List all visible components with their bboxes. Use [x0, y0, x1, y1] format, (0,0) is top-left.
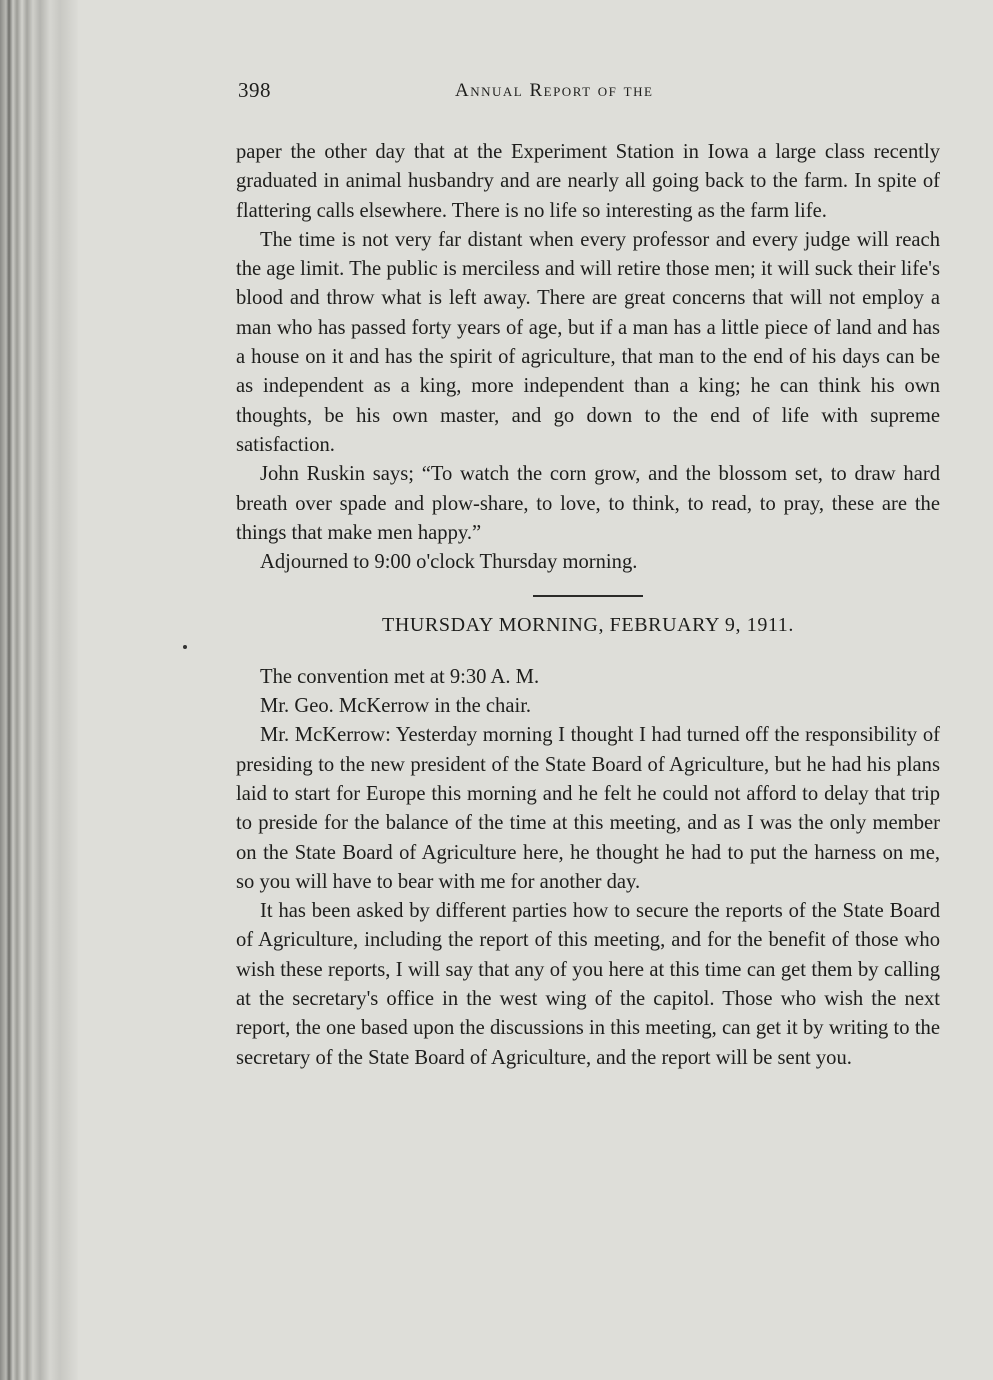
paragraph: Mr. Geo. McKerrow in the chair.: [260, 695, 532, 718]
margin-speck: [183, 645, 187, 649]
paragraph: Adjourned to 9:00 o'clock Thursday morning.: [260, 551, 638, 574]
section-divider: [533, 595, 643, 597]
running-title: Annual Report of the: [455, 80, 654, 101]
paragraph: paper the other day that at the Experiment Station in Iowa a large class recently graduated in animal husbandry and are nearly all going back to the farm. In spite of flattering calls elsewhere. There is no life so interesting as the farm life.: [236, 141, 940, 222]
section-heading: THURSDAY MORNING, FEBRUARY 9, 1911.: [382, 614, 794, 637]
page-body: [236, 138, 940, 1073]
page-number: 398: [238, 78, 271, 102]
page-header: [238, 78, 943, 108]
paragraph: John Ruskin says; “To watch the corn grow, and the blossom set, to draw hard breath over spade and plow-share, to love, to think, to read, to pray, these are the things that make men happy.”: [236, 463, 940, 544]
paragraph: Mr. McKerrow: Yesterday morning I thought I had turned off the responsibility of presiding to the new president of the State Board of Agriculture, but he had his plans laid to start for Europe this morning and he felt he could not afford to delay that trip to preside for the balance of the time at this meeting, and as I was the only member on the State Board of Agriculture here, he thought he had to put the harness on me, so you will have to bear with me for another day.: [236, 724, 940, 893]
paragraph: It has been asked by different parties how to secure the reports of the State Board of Agriculture, including the report of this meeting, and for the benefit of those who wish these reports, I will say that any of you here at this time can get them by calling at the secretary's office in the west wing of the capitol. Those who wish the next report, the one based upon the discussions in this meeting, can get it by writing to the secretary of the State Board of Agriculture, and the report will be sent you.: [236, 900, 940, 1069]
paragraph: The convention met at 9:30 A. M.: [260, 665, 540, 688]
paragraph: The time is not very far distant when every professor and every judge will reach the age limit. The public is merciless and will retire those men; it will suck their life's blood and throw what is left away. There are great concerns that will not employ a man who has passed forty years of age, but if a man has a little piece of land and has a house on it and has the spirit of agriculture, that man to the end of his days can be as independent as a king, more independent than a king; he can think his own thoughts, be his own master, and go down to the end of life with supreme satisfaction.: [236, 228, 940, 456]
book-binding-edge: [0, 0, 78, 1380]
